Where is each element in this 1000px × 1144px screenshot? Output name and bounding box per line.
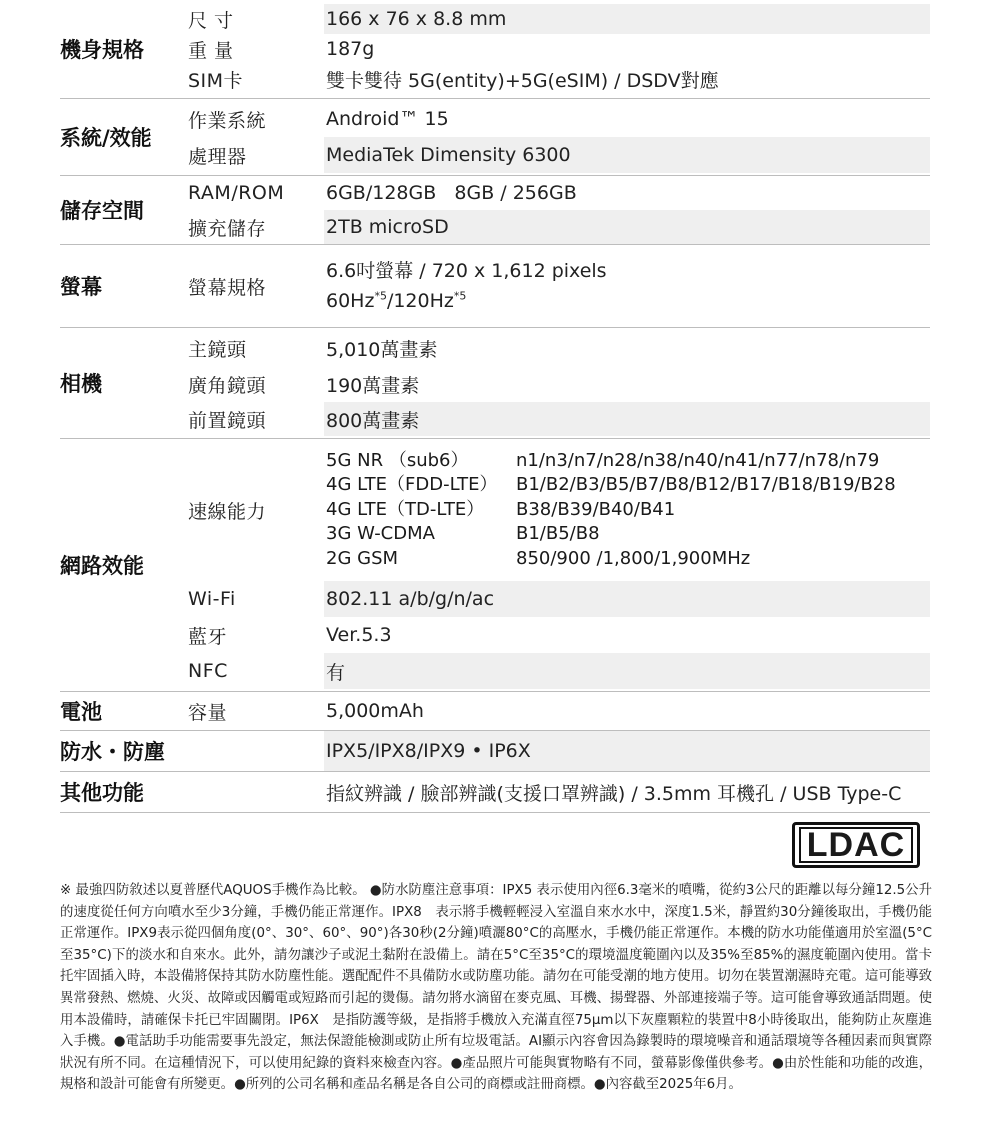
spec-value: 166 x 76 x 8.8 mm [324, 4, 930, 34]
spec-label: 廣角鏡頭 [188, 374, 267, 397]
section-waterproof [60, 731, 930, 772]
spec-row [60, 245, 930, 327]
band-line: 4G LTE（FDD-LTE） B1/B2/B3/B5/B7/B8/B12/B17/B18/B19/B28 [326, 474, 896, 496]
spec-row [60, 137, 930, 173]
band-table [324, 449, 896, 572]
spec-label: NFC [188, 660, 228, 682]
spec-table [60, 0, 930, 813]
section-network [60, 439, 930, 692]
spec-label: 螢幕規格 [188, 276, 267, 299]
spec-row [60, 4, 930, 34]
spec-label: RAM/ROM [188, 182, 285, 204]
spec-row [60, 402, 930, 436]
spec-value: 雙卡雙待 5G(entity)+5G(eSIM) / DSDV對應 [326, 69, 719, 92]
spec-value [324, 245, 930, 327]
spec-label: SIM卡 [188, 69, 244, 92]
spec-label: 作業系統 [188, 109, 267, 132]
spec-value: Ver.5.3 [326, 624, 392, 646]
spec-value: IPX5/IPX8/IPX9 • IP6X [324, 731, 930, 771]
screen-size-text: 6.6吋螢幕 / 720 x 1,612 pixels [326, 260, 607, 282]
spec-label: 前置鏡頭 [188, 409, 267, 432]
section-screen [60, 245, 930, 328]
refresh-rate-text: 60Hz$^{*5}$/120Hz$^{*5}$ [326, 289, 467, 312]
spec-value: 指紋辨識 / 臉部辨識(支援口罩辨識) / 3.5mm 耳機孔 / USB Type-C [326, 782, 902, 805]
spec-row [60, 34, 930, 64]
spec-value: Android™ 15 [326, 108, 449, 130]
spec-value: 5,010萬畫素 [326, 338, 438, 361]
spec-value: MediaTek Dimensity 6300 [324, 137, 930, 173]
spec-label: 主鏡頭 [188, 338, 247, 361]
category-label: 相機 [60, 372, 102, 396]
spec-value: 187g [326, 38, 375, 60]
category-label: 其他功能 [60, 781, 144, 805]
category-label: 防水・防塵 [60, 740, 165, 764]
spec-label: 藍牙 [188, 625, 228, 648]
spec-row [60, 176, 930, 210]
footnotes: ※ 最強四防敘述以夏普歷代AQUOS手機作為比較。 ●防水防塵注意事項：IPX5 表示使用內徑6.3毫米的噴嘴，從約3公尺的距離以每分鐘12.5公升的速度從任何方向噴水至少3分鐘，手機仍能正常運作。IPX8 表示將手機輕輕浸入室溫自來水水中，深度1.5米，靜置約30分鐘後取出，手機仍能正常運作。IPX9表示從四個角度(0°、30°、60°、90°)各30秒(2分鐘)噴灑80°C的高壓水，手機仍能正常運作。本機的防水功能僅適用於室溫(5°C至35°C)下的淡水和自來水。此外，請勿讓沙子或泥土黏附在設備上。請在5°C至35°C的環境溫度範圍內以及35%至85%的濕度範圍內使用。當卡托牢固插入時，本設備將保持其防水防塵性能。選配配件不具備防水或防塵功能。請勿在可能受潮的地方使用。切勿在裝置潮濕時充電。這可能導致異常發熱、燃燒、火災、故障或因觸電或短路而引起的燙傷。請勿將水滴留在麥克風、耳機、揚聲器、外部連接端子等。這可能會導致通話問題。使用本設備時，請確保卡托已牢固關閉。IP6X 是指防護等級，是指將手機放入充滿直徑75μm以下灰塵顆粒的裝置中8小時後取出，能夠防止灰塵進入手機。●電話助手功能需要事先設定，無法保證能檢測或防止所有垃圾電話。AI顯示內容會因為錄製時的環境噪音和通話環境等各種因素而與實際狀況有所不同。在這種情況下，可以使用紀錄的資料來檢查內容。●產品照片可能與實物略有不同，螢幕影像僅供參考。●由於性能和功能的改進，規格和設計可能會有所變更。●所列的公司名稱和產品名稱是各自公司的商標或註冊商標。●內容截至2025年6月。 [60, 883, 932, 1093]
spec-label: 重 量 [188, 39, 234, 62]
spec-label: Wi-Fi [188, 588, 236, 610]
section-system [60, 99, 930, 176]
band-line: 5G NR （sub6） n1/n3/n7/n28/n38/n40/n41/n77/n78/n79 [326, 449, 880, 471]
spec-value: 800萬畫素 [324, 402, 930, 436]
spec-row [60, 210, 930, 244]
section-other [60, 772, 930, 813]
spec-value: 5,000mAh [326, 700, 424, 722]
spec-row [60, 581, 930, 617]
category-label: 螢幕 [60, 275, 102, 299]
spec-value: 190萬畫素 [326, 374, 420, 397]
spec-row [60, 330, 930, 366]
category-label: 儲存空間 [60, 199, 144, 223]
category-label: 電池 [60, 700, 102, 724]
category-label: 網路效能 [60, 554, 144, 578]
category-label: 系統/效能 [60, 126, 152, 150]
ldac-logo: LDAC [792, 822, 920, 868]
section-body-specs [60, 0, 930, 99]
spec-value: 有 [324, 653, 930, 689]
band-line: 3G W-CDMA B1/B5/B8 [326, 523, 600, 545]
spec-row [60, 366, 930, 402]
spec-value: 2TB microSD [324, 210, 930, 244]
band-line: 2G GSM 850/900 /1,800/1,900MHz [326, 547, 751, 569]
spec-row [60, 101, 930, 137]
section-storage [60, 176, 930, 245]
section-camera [60, 328, 930, 439]
band-line: 4G LTE（TD-LTE） B38/B39/B40/B41 [326, 498, 676, 520]
spec-label: 容量 [188, 701, 228, 724]
spec-row [60, 653, 930, 689]
section-battery [60, 692, 930, 731]
spec-label: 速線能力 [188, 500, 267, 523]
spec-label: 尺 寸 [188, 9, 234, 32]
spec-row [60, 692, 930, 730]
category-label: 機身規格 [60, 38, 144, 62]
spec-value: 802.11 a/b/g/n/ac [324, 581, 930, 617]
spec-label: 處理器 [188, 145, 247, 168]
spec-row [60, 64, 930, 94]
spec-label: 擴充儲存 [188, 217, 267, 240]
spec-row [60, 772, 930, 812]
band-row [60, 439, 930, 581]
spec-row [60, 731, 930, 771]
spec-value: 6GB/128GB 8GB / 256GB [326, 182, 577, 204]
spec-row [60, 617, 930, 653]
